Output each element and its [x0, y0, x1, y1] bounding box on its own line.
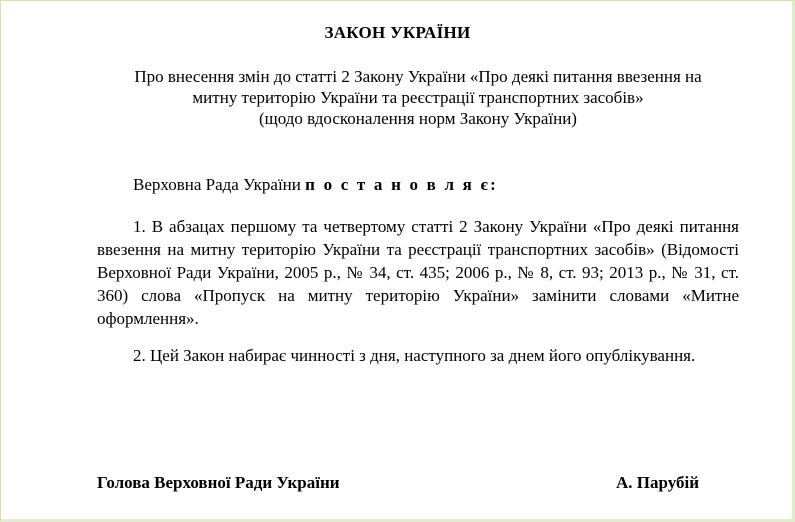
subtitle-line: митну територію України та реєстрації транспортних засобів»: [192, 88, 644, 107]
subtitle-line: (щодо вдосконалення норм Закону України): [259, 109, 577, 128]
signatory-position: Голова Верховної Ради України: [97, 473, 340, 492]
resolution-intro: [97, 173, 739, 196]
law-title: ЗАКОН УКРАЇНИ: [324, 23, 471, 42]
intro-emphasis: п о с т а н о в л я є:: [305, 175, 498, 194]
clause-2: 2. Цей Закон набирає чинності з дня, наступного за днем його опублікування.: [133, 346, 696, 365]
subtitle-line: Про внесення змін до статті 2 Закону України «Про деякі питання ввезення на: [134, 67, 702, 86]
clause-1: 1. В абзацах першому та четвертому статті 2 Закону України «Про деякі питання ввезення на митну територію України та реєстрації транспортних засобів» (Відомості Верховної Ради України, 2005 р., № 34, ст. 435; 2006 р., № 8, ст. 93; 2013 р., № 31, ст. 360) слова «Пропуск на митну територію України» замінити словами «Митне оформлення».: [97, 217, 739, 328]
intro-text: Верховна Рада України: [133, 175, 306, 194]
signatory-name: А. Парубій: [615, 473, 699, 492]
law-subtitle: [60, 66, 776, 129]
signature-block: [97, 473, 699, 493]
